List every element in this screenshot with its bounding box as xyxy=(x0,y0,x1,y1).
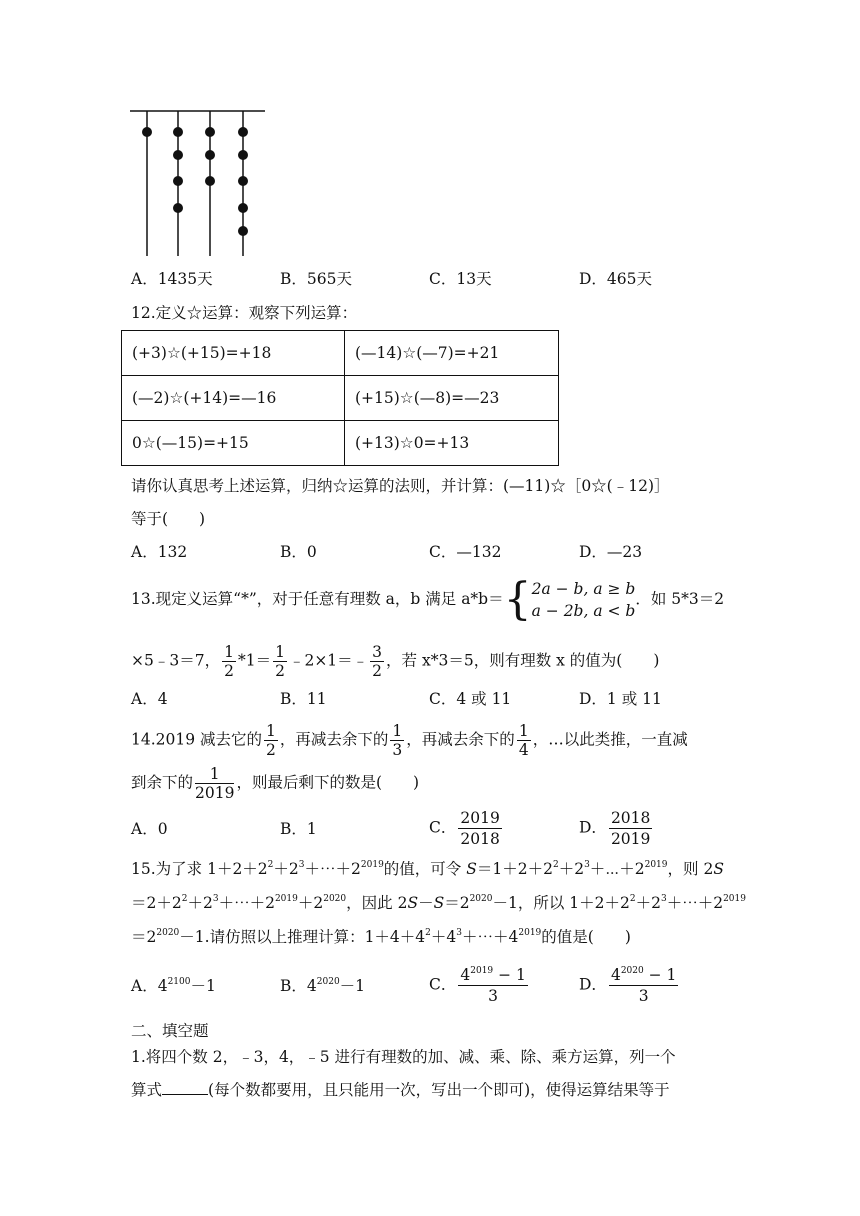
q15-text: ＋2 xyxy=(297,894,324,912)
q13-line2-a: ×5﹣3＝7， xyxy=(131,651,221,670)
denominator: 2 xyxy=(224,662,234,680)
q12-question-line1: 请你认真思考上述运算，归纳☆运算的法则，并计算：(—11)☆［0☆(﹣12)］ xyxy=(131,477,670,495)
numerator xyxy=(609,965,678,986)
q14-text: ，再减去余下的 xyxy=(279,730,389,749)
q11-option-b: B．565天 xyxy=(280,270,352,288)
q15-option-b xyxy=(280,976,365,996)
q15-var: S xyxy=(713,860,724,878)
denominator: 2 xyxy=(372,662,383,680)
q15-text: ＝2 xyxy=(444,894,470,912)
q15-var: S xyxy=(466,860,477,878)
q12-question-line2: 等于( ) xyxy=(131,510,206,528)
fraction xyxy=(609,965,678,1006)
q13-stem-text: 13.现定义运算“*”，对于任意有理数 a，b 满足 a*b＝ xyxy=(131,590,504,608)
table-cell: (+15)☆(—8)=—23 xyxy=(345,376,559,421)
q15-text: ，因此 2 xyxy=(346,894,408,912)
q13-option-c: C．4 或 11 xyxy=(429,690,512,708)
numerator: 1 xyxy=(392,722,403,740)
exponent: 3 xyxy=(660,894,667,904)
q15-text: ＝2＋2 xyxy=(131,894,182,912)
q14-option-d xyxy=(579,808,654,849)
q15-text: 4 xyxy=(610,966,621,984)
numerator: 1 xyxy=(224,643,234,661)
q14-text: ，再减去余下的 xyxy=(406,730,515,749)
q12-option-d: D．—23 xyxy=(579,543,643,561)
fraction xyxy=(458,965,527,1006)
numerator: 1 xyxy=(518,722,529,740)
q15-text: 的值是( ) xyxy=(541,928,631,946)
answer-blank[interactable] xyxy=(162,1080,208,1095)
q13-line2-c: ﹣2×1＝﹣ xyxy=(288,651,369,670)
fraction xyxy=(264,722,278,759)
q15-text: ，则 2 xyxy=(667,860,714,878)
q13-option-b: B．11 xyxy=(280,690,327,708)
exponent: 2020 xyxy=(316,977,340,987)
exponent: 2020 xyxy=(323,894,347,904)
exponent: 2 xyxy=(267,860,274,870)
denominator: 2 xyxy=(275,662,285,680)
fraction xyxy=(517,722,531,759)
q15-text: ＋2 xyxy=(187,894,213,912)
q15-text: －1 xyxy=(339,977,366,995)
q13-stem-tail: ．如 5*3＝2 xyxy=(635,590,725,608)
q15-text: ＋⋯＋2 xyxy=(589,860,645,878)
exponent: 2020 xyxy=(620,966,644,976)
exponent: 2019 xyxy=(723,894,746,904)
fraction xyxy=(273,643,287,680)
q13-cases xyxy=(532,578,636,622)
abacus-bead xyxy=(173,150,183,160)
q13-option-d: D．1 或 11 xyxy=(579,690,662,708)
fraction xyxy=(458,808,501,849)
exponent: 2019 xyxy=(644,860,668,870)
option-label: C． xyxy=(429,975,457,994)
section2-q1-line1: 1.将四个数 2，﹣3，4，﹣5 进行有理数的加、减、乘、除、乘方运算，列一个 xyxy=(131,1048,676,1066)
q15-text: － xyxy=(418,894,434,912)
q13-case1: 2a − b, a ≥ b xyxy=(531,580,636,598)
q15-var: S xyxy=(433,894,445,912)
q15-text: ＋2 xyxy=(558,860,585,878)
table-row xyxy=(122,331,559,376)
exponent: 3 xyxy=(584,860,590,870)
abacus-bead xyxy=(238,150,248,160)
fraction xyxy=(370,643,384,680)
exponent: 3 xyxy=(212,894,219,904)
q15-line2 xyxy=(131,893,746,913)
exponent: 2 xyxy=(425,928,431,938)
denominator: 2019 xyxy=(195,784,235,802)
q15-text: B．4 xyxy=(280,977,317,995)
numerator: 2018 xyxy=(610,809,651,827)
exponent: 2019 xyxy=(518,928,542,938)
exponent: 3 xyxy=(298,860,305,870)
q14-text: ，则最后剩下的数是( ) xyxy=(236,773,420,792)
q15-text: − 1 xyxy=(493,966,526,984)
q14-option-a: A．0 xyxy=(131,820,168,838)
q15-option-d xyxy=(579,965,680,1006)
abacus-bead xyxy=(205,127,215,137)
q12-option-c: C．—132 xyxy=(429,543,502,561)
q14-text: 到余下的 xyxy=(131,773,194,792)
q15-option-c xyxy=(429,965,530,1006)
q15-text: 15.为了求 1＋2＋2 xyxy=(131,860,268,878)
q13-option-a: A．4 xyxy=(131,690,168,708)
q11-option-d: D．465天 xyxy=(579,270,653,288)
table-row xyxy=(122,421,559,466)
q14-text: ，…以此类推，一直减 xyxy=(532,730,688,749)
q13-line2-b: *1＝ xyxy=(237,651,272,670)
q13-stem xyxy=(131,574,725,625)
abacus-bead xyxy=(173,203,183,213)
q13-line2 xyxy=(131,643,659,680)
q14-text: 14.2019 减去它的 xyxy=(131,730,263,749)
brace-glyph: { xyxy=(503,574,532,625)
abacus-bead xyxy=(238,203,248,213)
table-cell: (+3)☆(+15)=+18 xyxy=(122,331,345,376)
fraction xyxy=(195,765,234,802)
q15-var: S xyxy=(407,894,419,912)
table-cell: (—14)☆(—7)=+21 xyxy=(345,331,559,376)
abacus-bead xyxy=(173,176,183,186)
q15-text: 的值，可令 xyxy=(383,860,467,878)
exponent: 2100 xyxy=(167,977,191,987)
q12-stem: 12.定义☆运算：观察下列运算： xyxy=(131,304,358,322)
abacus-figure xyxy=(128,106,268,258)
q15-option-a xyxy=(131,976,216,996)
q15-text: ＋4 xyxy=(430,928,457,946)
exponent: 2 xyxy=(181,894,188,904)
exponent: 2 xyxy=(629,894,636,904)
q15-text: ＋⋯＋2 xyxy=(218,894,275,912)
denominator: 2 xyxy=(266,741,276,759)
fraction xyxy=(222,643,236,680)
q14-option-c xyxy=(429,808,504,849)
q15-text: ＝1＋2＋2 xyxy=(476,860,553,878)
q11-option-c: C．13天 xyxy=(429,270,492,288)
exponent: 3 xyxy=(456,928,462,938)
table-cell: (+13)☆0=+13 xyxy=(345,421,559,466)
exponent: 2 xyxy=(552,860,559,870)
q14-option-b: B．1 xyxy=(280,820,317,838)
exponent: 2020 xyxy=(469,894,493,904)
abacus-bead xyxy=(205,150,215,160)
q15-text: ＋⋯＋2 xyxy=(304,860,361,878)
section2-text: (每个数都要用，且只能用一次，写出一个即可)，使得运算结果等于 xyxy=(208,1081,670,1099)
denominator: 4 xyxy=(518,741,529,759)
q15-text: －1 xyxy=(190,977,216,995)
denominator: 3 xyxy=(488,987,499,1005)
numerator: 2019 xyxy=(460,809,500,827)
q15-text: A．4 xyxy=(131,977,168,995)
q15-text: －1.请仿照以上推理计算：1＋4＋4 xyxy=(179,928,426,946)
q15-text: ＋⋯＋4 xyxy=(462,928,519,946)
q14-line1 xyxy=(131,722,688,759)
q15-text: ＋2 xyxy=(635,894,661,912)
exponent: 2019 xyxy=(274,894,298,904)
numerator: 3 xyxy=(372,643,383,661)
abacus-bead xyxy=(142,127,152,137)
section2-q1-line2 xyxy=(131,1080,670,1100)
q13-case2: a − 2b, a < b xyxy=(531,602,636,620)
table-cell: (—2)☆(+14)=—16 xyxy=(122,376,345,421)
denominator: 3 xyxy=(638,987,649,1005)
table-row xyxy=(122,376,559,421)
numerator: 1 xyxy=(195,765,234,784)
section2-heading: 二、填空题 xyxy=(131,1022,209,1040)
q15-text: －1，所以 1＋2＋2 xyxy=(492,894,630,912)
q12-option-b: B．0 xyxy=(280,543,317,561)
q13-line2-d: ，若 x*3＝5，则有理数 x 的值为( ) xyxy=(386,651,660,670)
numerator: 1 xyxy=(275,643,285,661)
q14-line2 xyxy=(131,765,419,802)
exponent: 2020 xyxy=(156,928,180,938)
q15-text: ＋2 xyxy=(273,860,299,878)
fraction xyxy=(609,808,652,849)
denominator: 3 xyxy=(392,741,403,759)
abacus-bead xyxy=(238,226,248,236)
q12-table xyxy=(121,330,559,466)
q11-option-a: A．1435天 xyxy=(131,270,213,288)
abacus-bead xyxy=(205,176,215,186)
option-label: D． xyxy=(579,818,607,837)
q15-text: ＋⋯＋2 xyxy=(666,894,724,912)
q15-line3 xyxy=(131,927,631,947)
exponent: 2019 xyxy=(470,966,494,976)
denominator: 2018 xyxy=(460,830,500,848)
option-label: D． xyxy=(579,975,607,994)
numerator: 1 xyxy=(266,722,276,740)
q15-line1 xyxy=(131,859,724,879)
q15-text: 4 xyxy=(460,966,471,984)
numerator xyxy=(458,965,527,986)
table-cell: 0☆(—15)=+15 xyxy=(122,421,345,466)
q15-text: ＝2 xyxy=(131,928,157,946)
fraction xyxy=(390,722,404,759)
denominator: 2019 xyxy=(610,830,651,848)
abacus-bead xyxy=(173,127,183,137)
abacus-bead xyxy=(238,127,248,137)
exponent: 2019 xyxy=(360,860,384,870)
q15-text: − 1 xyxy=(643,966,677,984)
abacus-bead xyxy=(238,176,248,186)
section2-text: 算式 xyxy=(131,1081,163,1099)
option-label: C． xyxy=(429,818,457,837)
q12-option-a: A．132 xyxy=(131,543,188,561)
